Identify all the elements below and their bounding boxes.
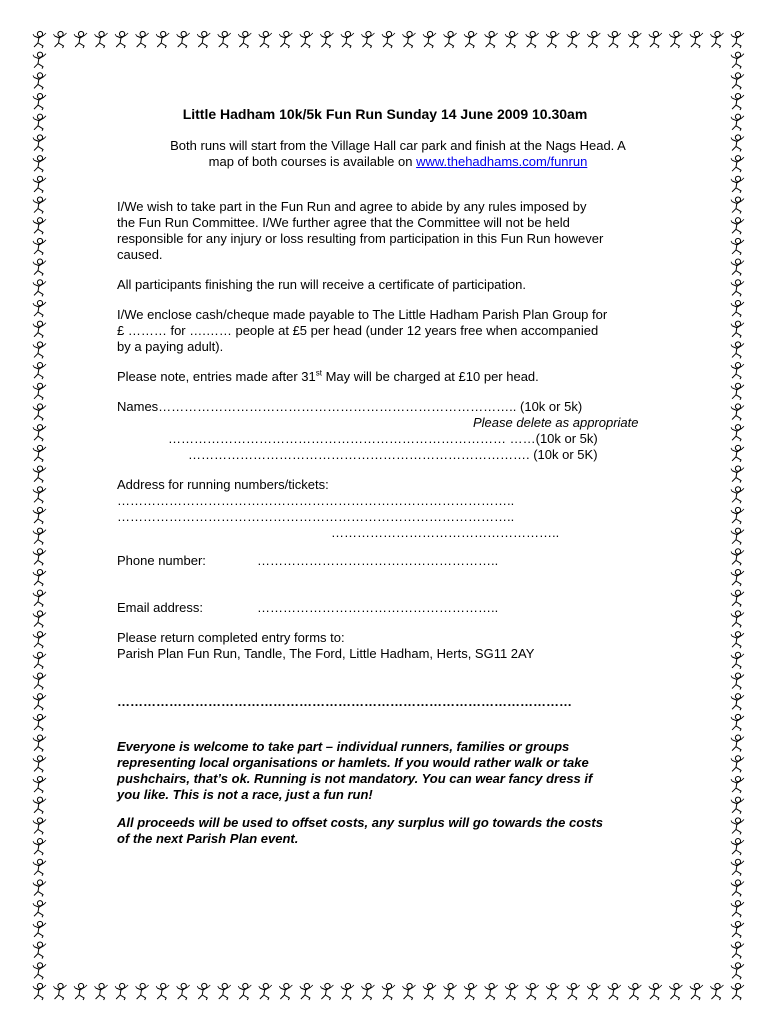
payment-line-2: £ ……… for ….…… people at £5 per head (under 12 years free when accompanied xyxy=(117,323,599,338)
welcome-line-2: representing local organisations or hamlets. If you would rather walk or take xyxy=(117,755,589,770)
names-field-1[interactable]: Names……………………………………………………………………….. (10k or 5k) xyxy=(117,399,583,414)
delete-note: Please delete as appropriate xyxy=(473,415,639,430)
late-entry-note xyxy=(117,369,539,385)
intro-line-1: Both runs will start from the Village Hall car park and finish at the Nags Head. A xyxy=(170,138,626,153)
payment-line-3: by a paying adult). xyxy=(117,339,224,354)
agreement-line-1: I/We wish to take part in the Fun Run and agree to abide by any rules imposed by xyxy=(117,199,587,214)
late-note-text: Please note, entries made after 31 xyxy=(117,369,316,384)
welcome-line-4: you like. This is not a race, just a fun run! xyxy=(117,787,373,802)
address-field-2[interactable]: ……………………………………………………………………………….. xyxy=(117,509,515,524)
email-field[interactable]: ……………………………………………….. xyxy=(257,600,499,615)
phone-field[interactable]: ……………………………………………….. xyxy=(257,553,499,568)
proceeds-line-2: of the next Parish Plan event. xyxy=(117,831,299,846)
address-field-1[interactable]: ……………………………………………………………………………….. xyxy=(117,493,515,508)
email-label: Email address: xyxy=(117,600,203,615)
intro-line-2 xyxy=(120,154,676,170)
names-field-3[interactable]: ……………………………………………………………………. (10k or 5K) xyxy=(188,447,598,462)
phone-label: Phone number: xyxy=(117,553,206,568)
address-label: Address for running numbers/tickets: xyxy=(117,477,329,492)
certificate-note: All participants finishing the run will receive a certificate of participation. xyxy=(117,277,526,292)
proceeds-line-1: All proceeds will be used to offset costs, any surplus will go towards the costs xyxy=(117,815,603,830)
welcome-line-1: Everyone is welcome to take part – individual runners, families or groups xyxy=(117,739,570,754)
late-note-text-2: May will be charged at £10 per head. xyxy=(321,369,539,384)
page-title: Little Hadham 10k/5k Fun Run Sunday 14 June 2009 10.30am xyxy=(182,106,588,122)
cut-line: …………………………………………………………………………………………… xyxy=(117,694,572,709)
payment-line-1: I/We enclose cash/cheque made payable to The Little Hadham Parish Plan Group for xyxy=(117,307,608,322)
welcome-line-3: pushchairs, that’s ok. Running is not mandatory. You can wear fancy dress if xyxy=(117,771,593,786)
agreement-line-3: responsible for any injury or loss resulting from participation in this Fun Run however xyxy=(117,231,604,246)
names-field-2[interactable]: …………………………………………………………………… ……(10k or 5k) xyxy=(168,431,598,446)
return-label: Please return completed entry forms to: xyxy=(117,630,345,645)
course-map-link[interactable]: www.thehadhams.com/funrun xyxy=(416,154,588,169)
intro-text: map of both courses is available on xyxy=(208,154,417,169)
return-address: Parish Plan Fun Run, Tandle, The Ford, Little Hadham, Herts, SG11 2AY xyxy=(117,646,535,661)
agreement-line-2: the Fun Run Committee. I/We further agree that the Committee will not be held xyxy=(117,215,570,230)
address-field-3[interactable]: …………………………………………….. xyxy=(331,525,560,540)
late-note-sup: st xyxy=(315,368,322,378)
agreement-line-4: caused. xyxy=(117,247,163,262)
